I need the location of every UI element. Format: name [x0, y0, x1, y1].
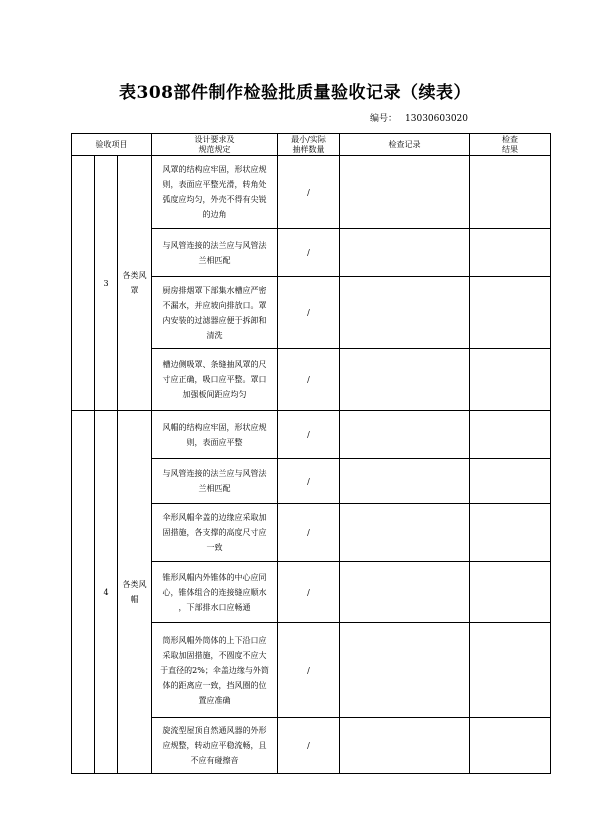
sample-count: / [278, 411, 340, 459]
item-number: 3 [95, 156, 118, 411]
document-number-value: 13030603020 [405, 114, 469, 124]
page-title: 表308部件制作检验批质量验收记录（续表） [119, 83, 471, 103]
inspection-result-cell[interactable] [470, 504, 551, 562]
inspection-result-cell[interactable] [470, 623, 551, 718]
header-sample: 最小/实际 抽样数量 [278, 134, 340, 156]
sample-count: / [278, 623, 340, 718]
blank-cell [72, 156, 95, 411]
requirement-text: 与风管连接的法兰应与风管法 兰相匹配 [152, 459, 278, 504]
inspection-result-cell[interactable] [470, 156, 551, 229]
requirement-text: 槽边侧吸罩、条缝抽风罩的尺 寸应正确，吸口应平整。罩口 加强板间距应均匀 [152, 349, 278, 411]
requirement-text: 筒形风帽外筒体的上下沿口应 采取加固措施，不圆度不应大 于直径的2%；伞盖边缘与外筒 体的距离应一致，挡风圈的位 置应准确 [152, 623, 278, 718]
requirement-text: 厨房排烟罩下部集水槽应严密 不漏水，并应坡向排放口。罩 内安装的过滤器应便于拆卸和 清洗 [152, 277, 278, 349]
sample-count: / [278, 562, 340, 623]
document-number-label: 编号： [370, 114, 398, 124]
header-spec: 设计要求及 规范规定 [152, 134, 278, 156]
requirement-text: 锥形风帽内外锥体的中心应同 心，锥体组合的连接缝应顺水 ，下部排水口应畅通 [152, 562, 278, 623]
inspection-record-cell[interactable] [340, 156, 470, 229]
sample-count: / [278, 718, 340, 774]
sample-count: / [278, 229, 340, 277]
inspection-result-cell[interactable] [470, 411, 551, 459]
item-name: 各类风 罩 [118, 156, 152, 411]
inspection-record-cell[interactable] [340, 623, 470, 718]
sample-count: / [278, 504, 340, 562]
header-record: 检查记录 [340, 134, 470, 156]
sample-count: / [278, 277, 340, 349]
inspection-result-cell[interactable] [470, 562, 551, 623]
inspection-result-cell[interactable] [470, 349, 551, 411]
inspection-record-cell[interactable] [340, 411, 470, 459]
inspection-table [71, 133, 551, 774]
item-name: 各类风 帽 [118, 411, 152, 774]
requirement-text: 旋流型屋顶自然通风器的外形 应规整，转动应平稳流畅，且 不应有碰擦音 [152, 718, 278, 774]
sample-count: / [278, 349, 340, 411]
table-header-row [72, 134, 551, 156]
inspection-record-cell[interactable] [340, 562, 470, 623]
table-row [72, 156, 551, 229]
inspection-record-cell[interactable] [340, 229, 470, 277]
inspection-record-cell[interactable] [340, 459, 470, 504]
inspection-result-cell[interactable] [470, 277, 551, 349]
sample-count: / [278, 459, 340, 504]
item-number: 4 [95, 411, 118, 774]
table-body [72, 156, 551, 774]
inspection-record-cell[interactable] [340, 504, 470, 562]
blank-cell [72, 411, 95, 774]
inspection-record-cell[interactable] [340, 718, 470, 774]
inspection-result-cell[interactable] [470, 459, 551, 504]
document-number [370, 111, 468, 124]
table-row [72, 411, 551, 459]
requirement-text: 风帽的结构应牢固，形状应规 则，表面应平整 [152, 411, 278, 459]
header-item: 验收项目 [72, 134, 152, 156]
header-result: 检查 结果 [470, 134, 551, 156]
requirement-text: 与风管连接的法兰应与风管法 兰相匹配 [152, 229, 278, 277]
requirement-text: 伞形风帽伞盖的边缘应采取加 固措施，各支撑的高度尺寸应 一致 [152, 504, 278, 562]
inspection-record-cell[interactable] [340, 277, 470, 349]
inspection-record-cell[interactable] [340, 349, 470, 411]
requirement-text: 风罩的结构应牢固，形状应规 则，表面应平整光滑，转角处 弧度应均匀，外壳不得有尖锐 的边角 [152, 156, 278, 229]
inspection-result-cell[interactable] [470, 718, 551, 774]
inspection-result-cell[interactable] [470, 229, 551, 277]
sample-count: / [278, 156, 340, 229]
